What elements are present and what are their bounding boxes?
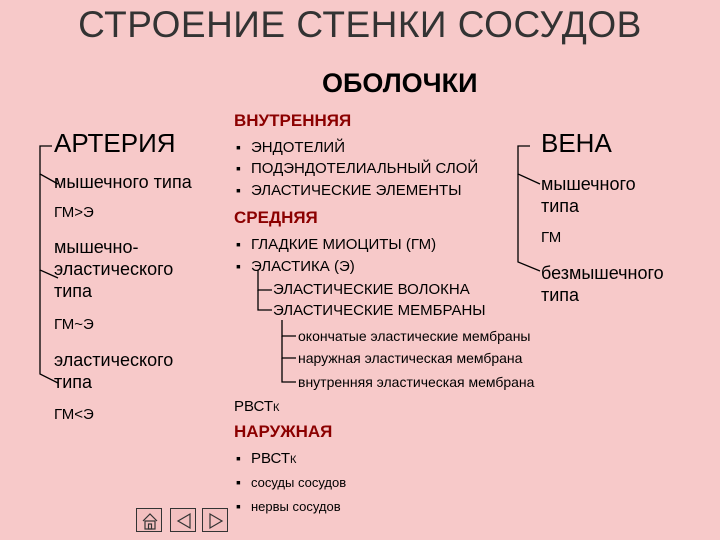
membrane-line [282,320,296,336]
previous-button[interactable] [170,508,196,532]
middle-layer-title: СРЕДНЯЯ [234,208,318,227]
vein-type-line: мышечного [541,174,636,194]
home-icon [137,509,163,533]
elastic-line [258,290,272,310]
artery-type-line: типа [54,281,93,301]
vein-type-muscular [541,173,636,217]
rvst-text: РВСТ [250,450,290,467]
elastic-fibers: ЭЛАСТИЧЕСКИЕ ВОЛОКНА [273,281,470,298]
artery-type-muscular-elastic [54,236,173,302]
artery-type-muscular: мышечного типа [54,172,192,192]
rvst-suffix: К [289,454,297,466]
vein-label: ВЕНА [541,128,612,158]
artery-type-elastic [54,349,173,393]
vein-bracket-line [518,146,540,184]
middle-rvst [234,398,279,415]
previous-icon [171,509,197,533]
middle-item: ▪ ГЛАДКИЕ МИОЦИТЫ (ГМ) [236,236,436,253]
artery-type-line: эластического [54,350,174,370]
membrane-item: окончатые эластические мембраны [298,328,531,344]
artery-ratio-elastic: ГМ<Э [54,406,94,423]
outer-item: ▪ сосуды сосудов [236,474,346,490]
middle-item: ▪ ЭЛАСТИКА (Э) [236,258,355,275]
vein-bracket-line [518,174,540,271]
vein-type-line: типа [541,285,580,305]
rvst-text: РВСТ [234,398,274,415]
outer-item-rvst [236,450,296,467]
membrane-line [282,358,296,382]
outer-layer-title: НАРУЖНАЯ [234,422,333,441]
outer-item: ▪ нервы сосудов [236,498,341,514]
next-icon [203,509,229,533]
vein-type-nonmuscular [541,262,664,306]
rvst-suffix: К [273,402,280,414]
inner-item: ▪ ЭНДОТЕЛИЙ [236,139,345,156]
home-button[interactable] [136,508,162,532]
shells-heading: ОБОЛОЧКИ [322,68,478,98]
membrane-item: внутренняя эластическая мембрана [298,374,535,390]
vein-type-line: безмышечного [541,263,664,283]
inner-layer-title: ВНУТРЕННЯЯ [234,111,352,130]
artery-ratio-muscular: ГМ>Э [54,204,94,221]
vein-type-line: типа [541,196,580,216]
artery-ratio-muscular-elastic: ГМ~Э [54,316,94,333]
next-button[interactable] [202,508,228,532]
membrane-line [282,336,296,358]
artery-label: АРТЕРИЯ [54,128,176,158]
artery-type-line: мышечно- [54,237,139,257]
membrane-item: наружная эластическая мембрана [298,350,523,366]
artery-type-line: типа [54,372,93,392]
inner-item: ▪ ЭЛАСТИЧЕСКИЕ ЭЛЕМЕНТЫ [236,182,461,199]
inner-item: ▪ ПОДЭНДОТЕЛИАЛЬНЫЙ СЛОЙ [236,160,478,177]
page-title: СТРОЕНИЕ СТЕНКИ СОСУДОВ [78,4,642,45]
vein-ratio-muscular: ГМ [541,229,562,246]
artery-type-line: эластического [54,259,174,279]
elastic-membranes: ЭЛАСТИЧЕСКИЕ МЕМБРАНЫ [273,302,486,319]
